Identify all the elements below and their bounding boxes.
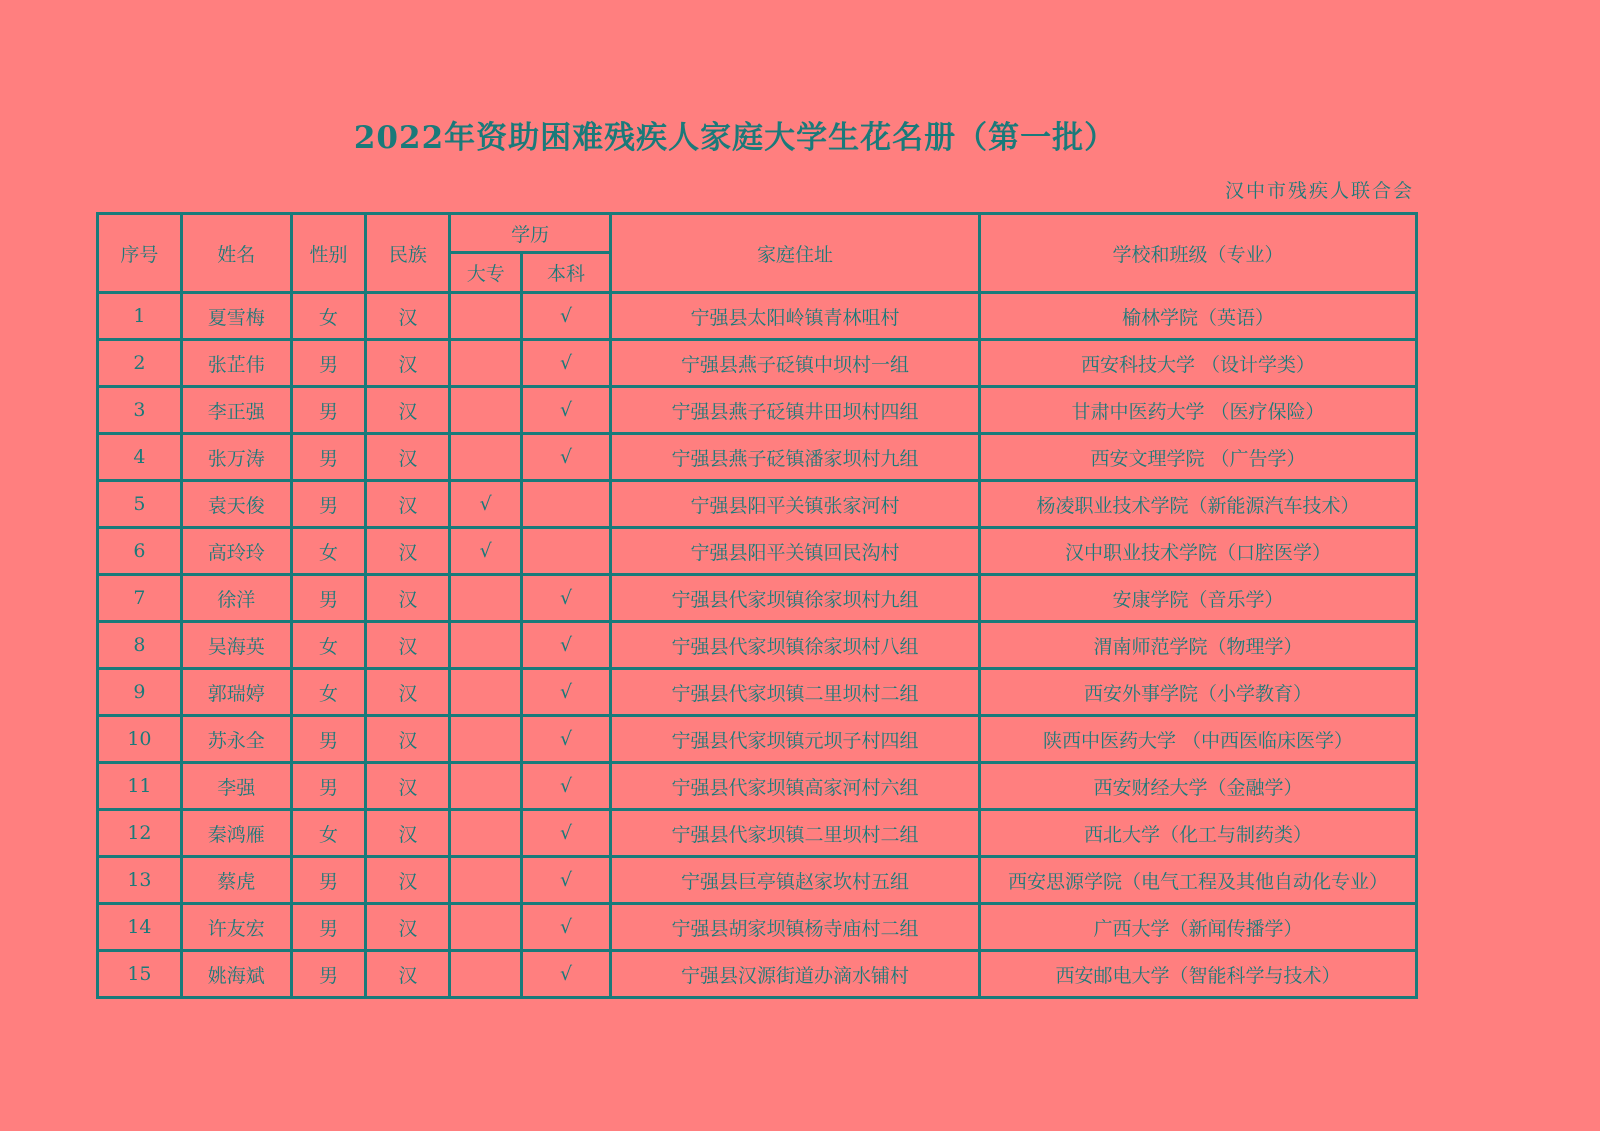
cell-undergraduate-check — [522, 528, 611, 575]
cell-school: 西安科技大学 （设计学类） — [980, 340, 1417, 387]
table-row — [98, 387, 1417, 434]
header-ethnicity: 民族 — [366, 214, 450, 293]
table-row — [98, 340, 1417, 387]
cell-school: 杨凌职业技术学院（新能源汽车技术） — [980, 481, 1417, 528]
cell-address: 宁强县巨亭镇赵家坎村五组 — [610, 857, 979, 904]
cell-undergraduate-check: √ — [522, 857, 611, 904]
cell-ethnicity: 汉 — [366, 622, 450, 669]
cell-junior-college-check — [450, 763, 522, 810]
cell-gender: 女 — [291, 810, 366, 857]
cell-undergraduate-check — [522, 481, 611, 528]
cell-school: 汉中职业技术学院（口腔医学） — [980, 528, 1417, 575]
cell-undergraduate-check: √ — [522, 951, 611, 998]
cell-ethnicity: 汉 — [366, 575, 450, 622]
cell-name: 苏永全 — [181, 716, 291, 763]
cell-school: 渭南师范学院（物理学） — [980, 622, 1417, 669]
cell-junior-college-check: √ — [450, 528, 522, 575]
cell-name: 张芷伟 — [181, 340, 291, 387]
cell-junior-college-check — [450, 575, 522, 622]
cell-gender: 男 — [291, 481, 366, 528]
cell-undergraduate-check: √ — [522, 293, 611, 340]
cell-ethnicity: 汉 — [366, 669, 450, 716]
table-row — [98, 857, 1417, 904]
cell-index: 14 — [98, 904, 182, 951]
cell-junior-college-check — [450, 857, 522, 904]
cell-junior-college-check — [450, 669, 522, 716]
header-name: 姓名 — [181, 214, 291, 293]
header-undergraduate: 本科 — [522, 253, 611, 293]
cell-address: 宁强县阳平关镇回民沟村 — [610, 528, 979, 575]
header-index: 序号 — [98, 214, 182, 293]
cell-address: 宁强县代家坝镇元坝子村四组 — [610, 716, 979, 763]
cell-address: 宁强县燕子砭镇潘家坝村九组 — [610, 434, 979, 481]
cell-gender: 女 — [291, 622, 366, 669]
cell-address: 宁强县代家坝镇徐家坝村九组 — [610, 575, 979, 622]
cell-address: 宁强县燕子砭镇井田坝村四组 — [610, 387, 979, 434]
cell-gender: 男 — [291, 387, 366, 434]
cell-school: 西安外事学院（小学教育） — [980, 669, 1417, 716]
cell-address: 宁强县太阳岭镇青林咀村 — [610, 293, 979, 340]
cell-index: 10 — [98, 716, 182, 763]
cell-junior-college-check: √ — [450, 481, 522, 528]
table-row — [98, 810, 1417, 857]
cell-address: 宁强县胡家坝镇杨寺庙村二组 — [610, 904, 979, 951]
cell-ethnicity: 汉 — [366, 763, 450, 810]
table-row — [98, 481, 1417, 528]
header-gender: 性别 — [291, 214, 366, 293]
table-row — [98, 293, 1417, 340]
cell-index: 15 — [98, 951, 182, 998]
cell-index: 1 — [98, 293, 182, 340]
cell-index: 8 — [98, 622, 182, 669]
cell-gender: 女 — [291, 669, 366, 716]
cell-address: 宁强县汉源街道办滴水铺村 — [610, 951, 979, 998]
header-school: 学校和班级（专业） — [980, 214, 1417, 293]
cell-school: 陕西中医药大学 （中西医临床医学） — [980, 716, 1417, 763]
cell-gender: 男 — [291, 763, 366, 810]
cell-gender: 男 — [291, 340, 366, 387]
cell-ethnicity: 汉 — [366, 481, 450, 528]
header-row — [98, 214, 1417, 253]
cell-gender: 女 — [291, 528, 366, 575]
cell-ethnicity: 汉 — [366, 904, 450, 951]
cell-index: 9 — [98, 669, 182, 716]
cell-gender: 男 — [291, 857, 366, 904]
cell-ethnicity: 汉 — [366, 810, 450, 857]
cell-school: 西安思源学院（电气工程及其他自动化专业） — [980, 857, 1417, 904]
cell-address: 宁强县燕子砭镇中坝村一组 — [610, 340, 979, 387]
cell-index: 5 — [98, 481, 182, 528]
cell-name: 郭瑞婷 — [181, 669, 291, 716]
cell-ethnicity: 汉 — [366, 340, 450, 387]
cell-name: 徐洋 — [181, 575, 291, 622]
cell-junior-college-check — [450, 622, 522, 669]
cell-junior-college-check — [450, 340, 522, 387]
cell-gender: 女 — [291, 293, 366, 340]
cell-gender: 男 — [291, 904, 366, 951]
cell-name: 李正强 — [181, 387, 291, 434]
cell-gender: 男 — [291, 575, 366, 622]
cell-undergraduate-check: √ — [522, 387, 611, 434]
cell-address: 宁强县代家坝镇二里坝村二组 — [610, 669, 979, 716]
cell-undergraduate-check: √ — [522, 575, 611, 622]
cell-name: 袁天俊 — [181, 481, 291, 528]
cell-address: 宁强县代家坝镇徐家坝村八组 — [610, 622, 979, 669]
student-roster-table — [96, 212, 1418, 999]
table-row — [98, 434, 1417, 481]
cell-school: 甘肃中医药大学 （医疗保险） — [980, 387, 1417, 434]
cell-undergraduate-check: √ — [522, 763, 611, 810]
cell-index: 7 — [98, 575, 182, 622]
cell-name: 姚海斌 — [181, 951, 291, 998]
cell-name: 许友宏 — [181, 904, 291, 951]
cell-undergraduate-check: √ — [522, 716, 611, 763]
cell-junior-college-check — [450, 387, 522, 434]
cell-school: 广西大学（新闻传播学） — [980, 904, 1417, 951]
cell-undergraduate-check: √ — [522, 340, 611, 387]
cell-junior-college-check — [450, 951, 522, 998]
cell-junior-college-check — [450, 810, 522, 857]
cell-address: 宁强县代家坝镇二里坝村二组 — [610, 810, 979, 857]
cell-junior-college-check — [450, 904, 522, 951]
cell-ethnicity: 汉 — [366, 857, 450, 904]
cell-name: 秦鸿雁 — [181, 810, 291, 857]
cell-ethnicity: 汉 — [366, 434, 450, 481]
cell-junior-college-check — [450, 716, 522, 763]
cell-index: 4 — [98, 434, 182, 481]
cell-ethnicity: 汉 — [366, 716, 450, 763]
cell-address: 宁强县阳平关镇张家河村 — [610, 481, 979, 528]
document-title: 2022年资助困难残疾人家庭大学生花名册（第一批） — [353, 120, 1117, 156]
cell-index: 13 — [98, 857, 182, 904]
cell-undergraduate-check: √ — [522, 622, 611, 669]
table-row — [98, 575, 1417, 622]
cell-name: 李强 — [181, 763, 291, 810]
cell-index: 6 — [98, 528, 182, 575]
table-row — [98, 763, 1417, 810]
table-row — [98, 951, 1417, 998]
cell-undergraduate-check: √ — [522, 810, 611, 857]
cell-ethnicity: 汉 — [366, 293, 450, 340]
cell-school: 西安邮电大学（智能科学与技术） — [980, 951, 1417, 998]
cell-index: 12 — [98, 810, 182, 857]
organization-name: 汉中市残疾人联合会 — [1224, 180, 1414, 202]
cell-school: 西北大学（化工与制药类） — [980, 810, 1417, 857]
cell-junior-college-check — [450, 434, 522, 481]
table-row — [98, 904, 1417, 951]
table-row — [98, 669, 1417, 716]
cell-undergraduate-check: √ — [522, 904, 611, 951]
cell-ethnicity: 汉 — [366, 951, 450, 998]
header-address: 家庭住址 — [610, 214, 979, 293]
table-body — [98, 293, 1417, 998]
cell-gender: 男 — [291, 951, 366, 998]
cell-index: 3 — [98, 387, 182, 434]
cell-name: 蔡虎 — [181, 857, 291, 904]
table-row — [98, 528, 1417, 575]
cell-name: 夏雪梅 — [181, 293, 291, 340]
cell-undergraduate-check: √ — [522, 434, 611, 481]
cell-undergraduate-check: √ — [522, 669, 611, 716]
cell-ethnicity: 汉 — [366, 528, 450, 575]
cell-gender: 男 — [291, 716, 366, 763]
cell-name: 吴海英 — [181, 622, 291, 669]
cell-name: 张万涛 — [181, 434, 291, 481]
cell-name: 高玲玲 — [181, 528, 291, 575]
header-education: 学历 — [450, 214, 611, 253]
cell-index: 11 — [98, 763, 182, 810]
cell-school: 西安文理学院 （广告学） — [980, 434, 1417, 481]
header-junior-college: 大专 — [450, 253, 522, 293]
cell-school: 安康学院（音乐学） — [980, 575, 1417, 622]
cell-ethnicity: 汉 — [366, 387, 450, 434]
table-row — [98, 622, 1417, 669]
cell-school: 榆林学院（英语） — [980, 293, 1417, 340]
cell-junior-college-check — [450, 293, 522, 340]
cell-school: 西安财经大学（金融学） — [980, 763, 1417, 810]
cell-address: 宁强县代家坝镇高家河村六组 — [610, 763, 979, 810]
cell-gender: 男 — [291, 434, 366, 481]
table-row — [98, 716, 1417, 763]
cell-index: 2 — [98, 340, 182, 387]
